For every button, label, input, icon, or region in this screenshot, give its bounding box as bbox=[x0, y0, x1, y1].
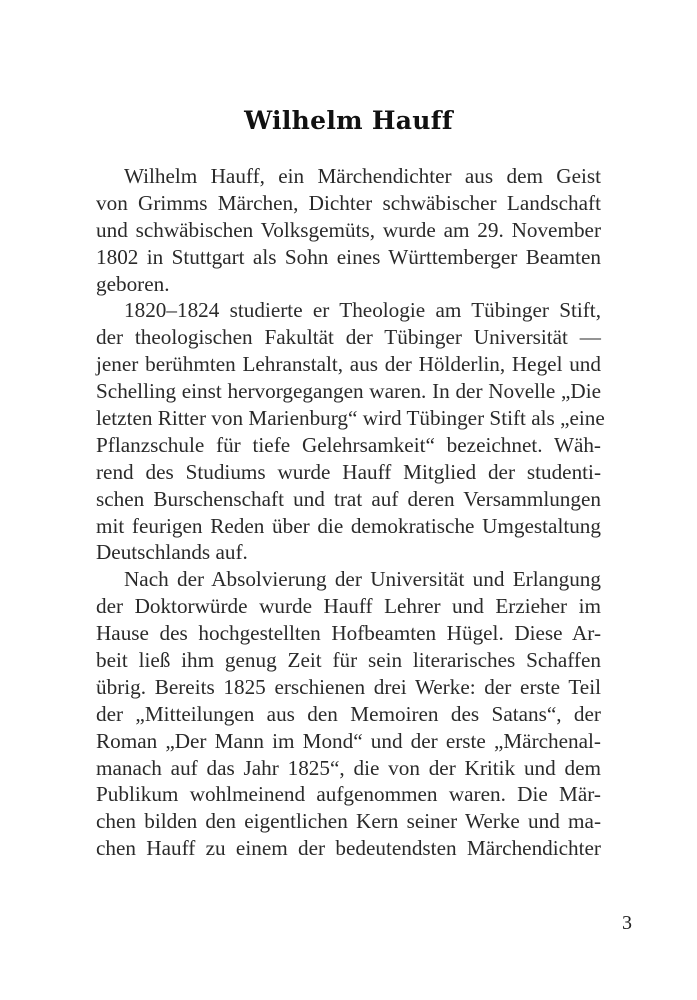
body-text bbox=[96, 163, 605, 862]
text-line: letzten Ritter von Marienburg“ wird Tübinger Stift als „eine bbox=[96, 406, 605, 431]
text-line: Schelling einst hervorgegangen waren. In der Novelle „Die bbox=[96, 379, 601, 404]
text-line: übrig. Bereits 1825 erschienen drei Werke: der erste Teil bbox=[96, 674, 601, 699]
text-line: Deutschlands auf. bbox=[96, 540, 248, 565]
text-line: und schwäbischen Volksgemüts, wurde am 29. November bbox=[96, 217, 601, 242]
text-line: 1802 in Stuttgart als Sohn eines Württemberger Beamten bbox=[96, 244, 601, 269]
text-line: der theologischen Fakultät der Tübinger Universität — bbox=[96, 325, 601, 350]
paragraph-1 bbox=[96, 163, 601, 297]
paragraph-3 bbox=[96, 566, 601, 862]
text-line: schen Burschenschaft und trat auf deren Versammlungen bbox=[96, 486, 601, 511]
text-line: rend des Studiums wurde Hauff Mitglied der studenti- bbox=[96, 459, 601, 484]
text-line: 1820–1824 studierte er Theologie am Tübinger Stift, bbox=[124, 298, 601, 323]
page-number: 3 bbox=[622, 912, 632, 934]
text-line: Roman „Der Mann im Mond“ und der erste „Märchenal- bbox=[96, 728, 601, 753]
text-line: beit ließ ihm genug Zeit für sein literarisches Schaffen bbox=[96, 648, 601, 673]
text-line: chen Hauff zu einem der bedeutendsten Märchendichter bbox=[96, 836, 601, 861]
text-line: Hause des hochgestellten Hofbeamten Hügel. Diese Ar- bbox=[96, 621, 601, 646]
text-line: chen bilden den eigentlichen Kern seiner Werke und ma- bbox=[96, 809, 601, 834]
text-line: Nach der Absolvierung der Universität und Erlangung bbox=[124, 567, 601, 592]
text-line: Pflanzschule für tiefe Gelehrsamkeit“ bezeichnet. Wäh- bbox=[96, 432, 601, 457]
text-line: der „Mitteilungen aus den Memoiren des Satans“, der bbox=[96, 701, 601, 726]
text-line: Wilhelm Hauff, ein Märchendichter aus dem Geist bbox=[124, 164, 601, 188]
chapter-title: Wilhelm Hauff bbox=[244, 106, 453, 135]
text-line: Publikum wohlmeinend aufgenommen waren. Die Mär- bbox=[96, 782, 601, 807]
text-line: mit feurigen Reden über die demokratische Umgestaltung bbox=[96, 513, 601, 538]
text-line: der Doktorwürde wurde Hauff Lehrer und Erzieher im bbox=[96, 594, 601, 619]
text-line: jener berühmten Lehranstalt, aus der Hölderlin, Hegel und bbox=[96, 352, 601, 377]
text-line: manach auf das Jahr 1825“, die von der Kritik und dem bbox=[96, 755, 601, 780]
paragraph-2 bbox=[96, 297, 605, 566]
text-line: von Grimms Märchen, Dichter schwäbischer Landschaft bbox=[96, 190, 601, 215]
text-line: geboren. bbox=[96, 271, 170, 296]
